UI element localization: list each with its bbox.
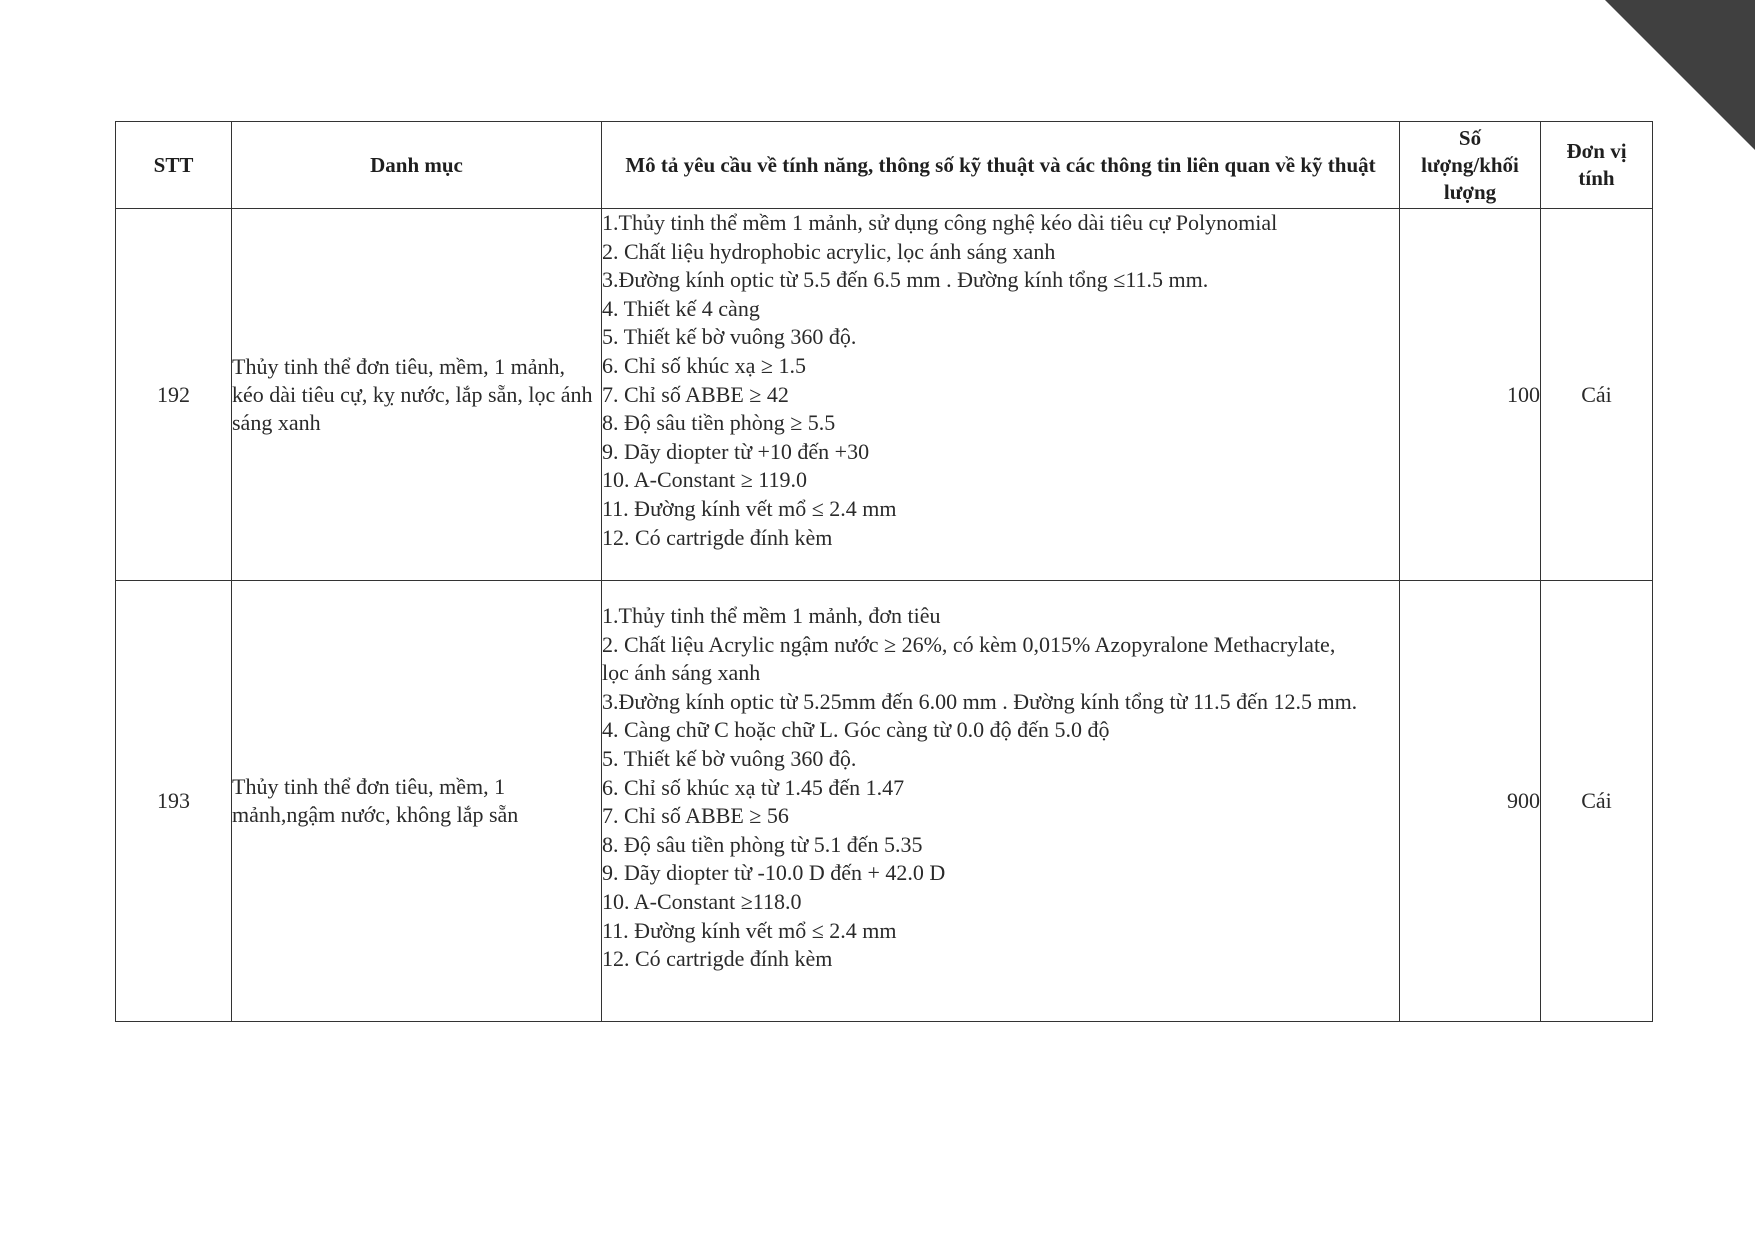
- spec-line: 8. Độ sâu tiền phòng từ 5.1 đến 5.35: [602, 831, 923, 857]
- spec-line: 4. Càng chữ C hoặc chữ L. Góc càng từ 0.0 độ đến 5.0 độ: [602, 717, 1110, 743]
- row-quantity: 100: [1400, 209, 1541, 581]
- header-stt: STT: [116, 122, 232, 209]
- spec-line: 7. Chỉ số ABBE ≥ 42: [602, 381, 789, 407]
- header-quantity: Số lượng/khối lượng: [1400, 122, 1541, 209]
- spec-line: 6. Chỉ số khúc xạ từ 1.45 đến 1.47: [602, 774, 905, 800]
- specification-table: [115, 121, 1653, 1022]
- spec-line: 9. Dãy diopter từ +10 đến +30: [602, 438, 870, 464]
- header-category: Danh mục: [232, 122, 602, 209]
- spec-line: 9. Dãy diopter từ -10.0 D đến + 42.0 D: [602, 860, 946, 886]
- spec-line: 11. Đường kính vết mổ ≤ 2.4 mm: [602, 917, 897, 943]
- spec-line: 2. Chất liệu hydrophobic acrylic, lọc ánh sáng xanh: [602, 238, 1056, 264]
- header-unit: Đơn vị tính: [1541, 122, 1653, 209]
- spec-line: 6. Chỉ số khúc xạ ≥ 1.5: [602, 352, 806, 378]
- spec-line: 5. Thiết kế bờ vuông 360 độ.: [602, 324, 857, 350]
- spec-line: 5. Thiết kế bờ vuông 360 độ.: [602, 745, 857, 771]
- spec-line: 1.Thủy tinh thể mềm 1 mảnh, đơn tiêu: [602, 603, 941, 628]
- table-row: [116, 581, 1653, 1022]
- row-stt: 193: [116, 581, 232, 1022]
- spec-line: 1.Thủy tinh thể mềm 1 mảnh, sử dụng công nghệ kéo dài tiêu cự Polynomial: [602, 210, 1278, 235]
- spec-line: 10. A-Constant ≥ 119.0: [602, 467, 807, 493]
- table-header-row: [116, 122, 1653, 209]
- row-unit: Cái: [1541, 581, 1653, 1022]
- spec-line: 10. A-Constant ≥118.0: [602, 888, 802, 914]
- row-unit: Cái: [1541, 209, 1653, 581]
- header-description: Mô tả yêu cầu về tính năng, thông số kỹ thuật và các thông tin liên quan về kỹ thuật: [602, 122, 1400, 209]
- spec-line: 12. Có cartrigde đính kèm: [602, 946, 833, 972]
- spec-line: 3.Đường kính optic từ 5.5 đến 6.5 mm . Đường kính tổng ≤11.5 mm.: [602, 267, 1209, 293]
- row-category: Thủy tinh thể đơn tiêu, mềm, 1 mảnh, kéo dài tiêu cự, kỵ nước, lắp sẵn, lọc ánh sáng xanh: [232, 209, 602, 581]
- spec-line: 7. Chỉ số ABBE ≥ 56: [602, 803, 789, 829]
- row-quantity: 900: [1400, 581, 1541, 1022]
- spec-line: 4. Thiết kế 4 càng: [602, 295, 760, 321]
- spec-line: 11. Đường kính vết mổ ≤ 2.4 mm: [602, 495, 897, 521]
- spec-line: 2. Chất liệu Acrylic ngậm nước ≥ 26%, có kèm 0,015% Azopyralone Methacrylate, lọc ánh sáng xanh: [602, 631, 1336, 686]
- row-description: [602, 209, 1400, 581]
- spec-line: 8. Độ sâu tiền phòng ≥ 5.5: [602, 410, 836, 436]
- table-row: [116, 209, 1653, 581]
- spec-line: 3.Đường kính optic từ 5.25mm đến 6.00 mm . Đường kính tổng từ 11.5 đến 12.5 mm.: [602, 688, 1358, 714]
- row-description: [602, 581, 1400, 1022]
- spec-line: 12. Có cartrigde đính kèm: [602, 524, 833, 550]
- row-stt: 192: [116, 209, 232, 581]
- row-category: Thủy tinh thể đơn tiêu, mềm, 1 mảnh,ngậm nước, không lắp sẵn: [232, 581, 602, 1022]
